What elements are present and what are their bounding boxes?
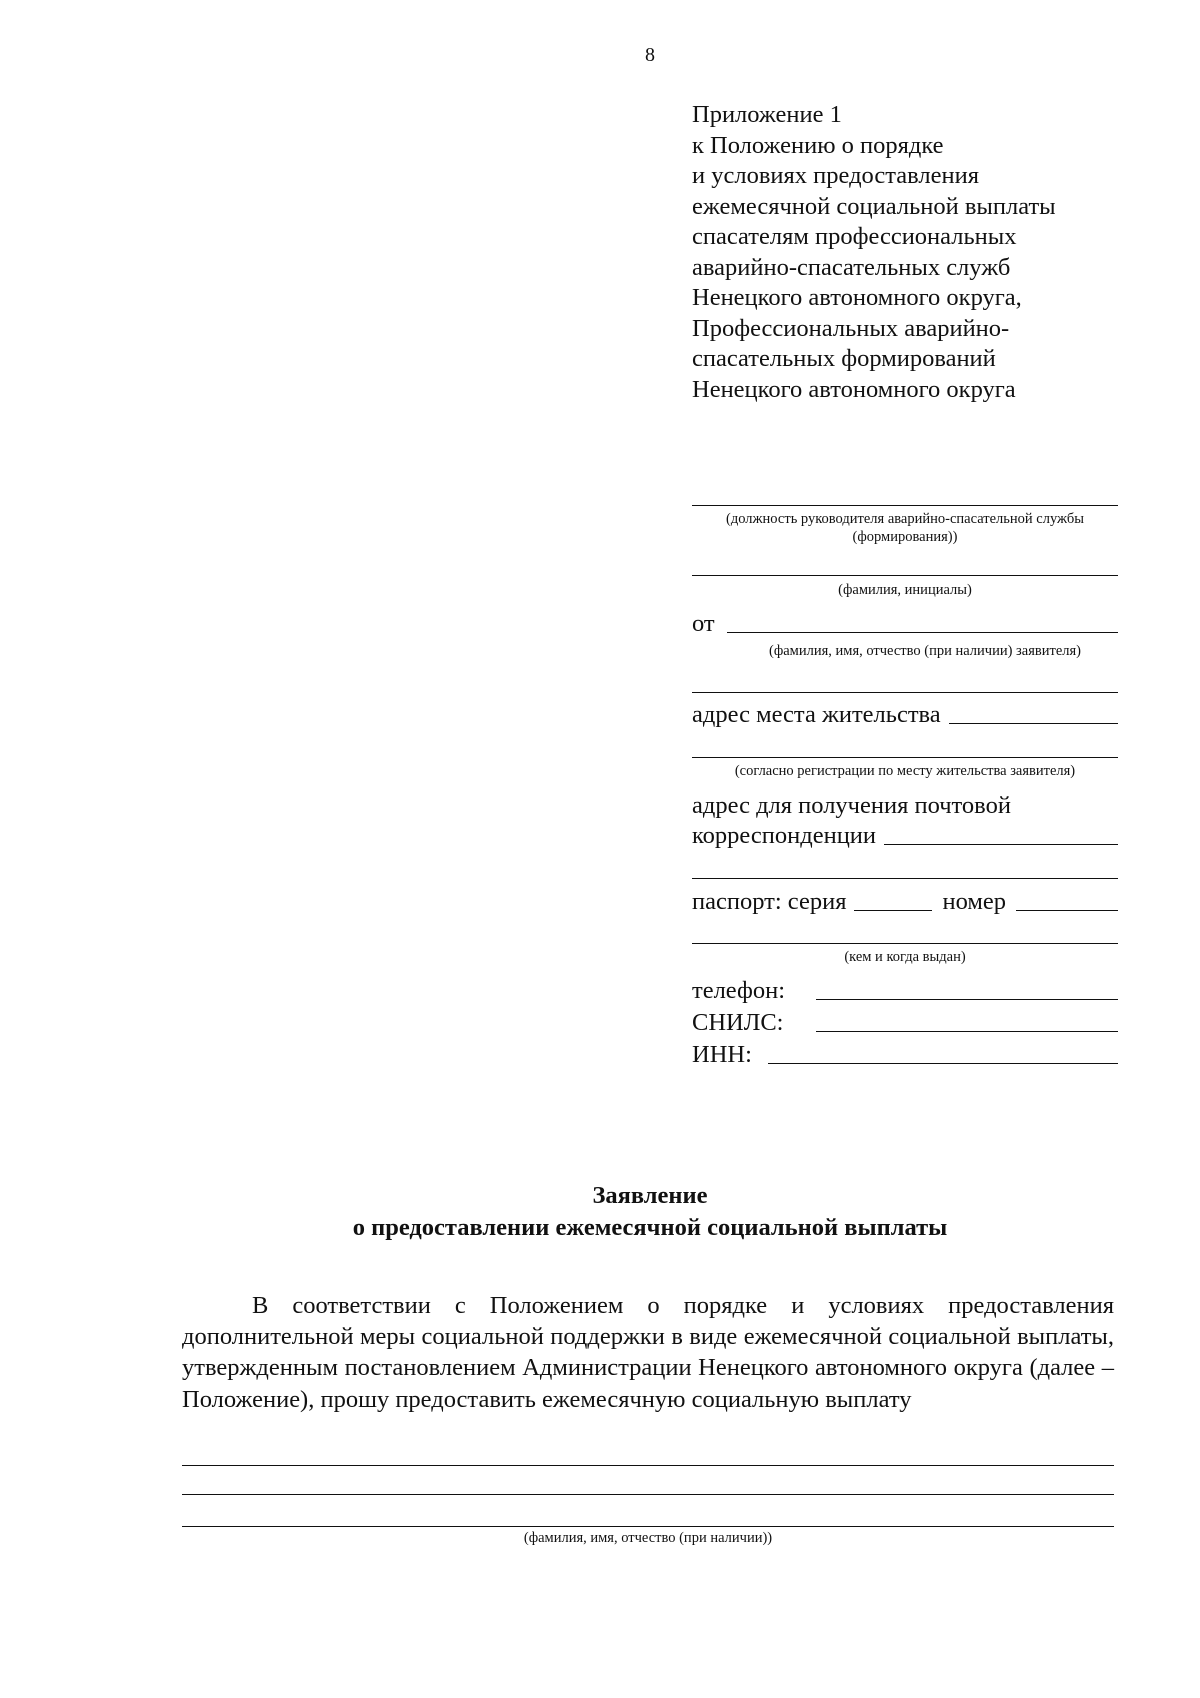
phone-label: телефон:: [692, 977, 786, 1004]
appendix-line: спасателям профессиональных: [692, 223, 1017, 250]
appendix-line: спасательных формирований: [692, 345, 996, 372]
postal-field-2[interactable]: [692, 878, 1118, 879]
passport-number-field[interactable]: [1016, 910, 1118, 911]
from-label: от: [692, 610, 715, 637]
appendix-line: Ненецкого автономного округа,: [692, 284, 1022, 311]
passport-row: [692, 884, 1118, 916]
residence-field-2[interactable]: [692, 757, 1118, 758]
applicant-caption: (фамилия, имя, отчество (при наличии) заявителя): [769, 643, 1081, 659]
residence-caption: (согласно регистрации по месту жительства заявителя): [734, 763, 1076, 779]
residence-label: адрес места жительства: [692, 701, 941, 728]
postal-label: адрес для получения почтовой: [692, 792, 1011, 819]
passport-issued-caption: (кем и когда выдан): [844, 949, 966, 965]
postal-row-1: [692, 788, 1118, 820]
applicant-name-field-2[interactable]: [692, 692, 1118, 693]
applicant-name-field[interactable]: [727, 632, 1118, 633]
appendix-line: аварийно-спасательных служб: [692, 253, 1011, 281]
appendix-line: и условиях предоставления: [692, 162, 979, 189]
fio-field-line-1[interactable]: [182, 1465, 1114, 1466]
appendix-line: ежемесячной социальной выплаты: [692, 192, 1056, 220]
postal-label-cont: корреспонденции: [692, 822, 877, 849]
appendix-line: Профессиональных аварийно-: [692, 314, 1010, 342]
page-number: 8: [645, 44, 655, 66]
number-label: номер: [942, 888, 1006, 915]
residence-row: [692, 697, 1118, 729]
appendix-block: [692, 100, 1118, 405]
name-initials-caption: (фамилия, инициалы): [838, 582, 972, 598]
statement-title: Заявление: [592, 1182, 708, 1209]
from-row: [692, 606, 1118, 638]
phone-row: [692, 973, 1118, 1005]
fio-field-line-3[interactable]: [182, 1526, 1114, 1527]
postal-field[interactable]: [884, 844, 1118, 845]
appendix-line: к Положению о порядке: [692, 131, 944, 159]
snils-row: [692, 1005, 1118, 1037]
inn-label: ИНН:: [692, 1041, 752, 1068]
fio-caption: (фамилия, имя, отчество (при наличии)): [523, 1530, 773, 1546]
passport-label: паспорт: серия: [692, 888, 847, 915]
name-initials-field[interactable]: [692, 575, 1118, 576]
snils-label: СНИЛС:: [692, 1009, 784, 1036]
statement-body: В соответствии с Положением о порядке и условиях предоставления дополнительной меры социальной поддержки в виде ежемесячной социальной выплаты, утвержденным постановлением Администрации Ненецкого автономного округа (далее – Положение), прошу предоставить ежемесячную социальную выплату: [182, 1292, 1114, 1413]
snils-field[interactable]: [816, 1031, 1118, 1032]
appendix-line: Приложение 1: [692, 101, 842, 128]
phone-field[interactable]: [816, 999, 1118, 1000]
statement-subtitle: о предоставлении ежемесячной социальной выплаты: [352, 1214, 948, 1241]
postal-row-2: [692, 818, 1118, 850]
fio-field-line-2[interactable]: [182, 1494, 1114, 1495]
inn-row: [692, 1037, 1118, 1069]
inn-field[interactable]: [768, 1063, 1118, 1064]
position-caption: (должность руководителя аварийно-спасательной службы (формирования)): [726, 511, 1084, 545]
appendix-line: Ненецкого автономного округа: [692, 375, 1016, 403]
passport-issued-field[interactable]: [692, 943, 1118, 944]
passport-series-field[interactable]: [854, 910, 932, 911]
residence-field[interactable]: [949, 723, 1118, 724]
position-field[interactable]: [692, 505, 1118, 506]
